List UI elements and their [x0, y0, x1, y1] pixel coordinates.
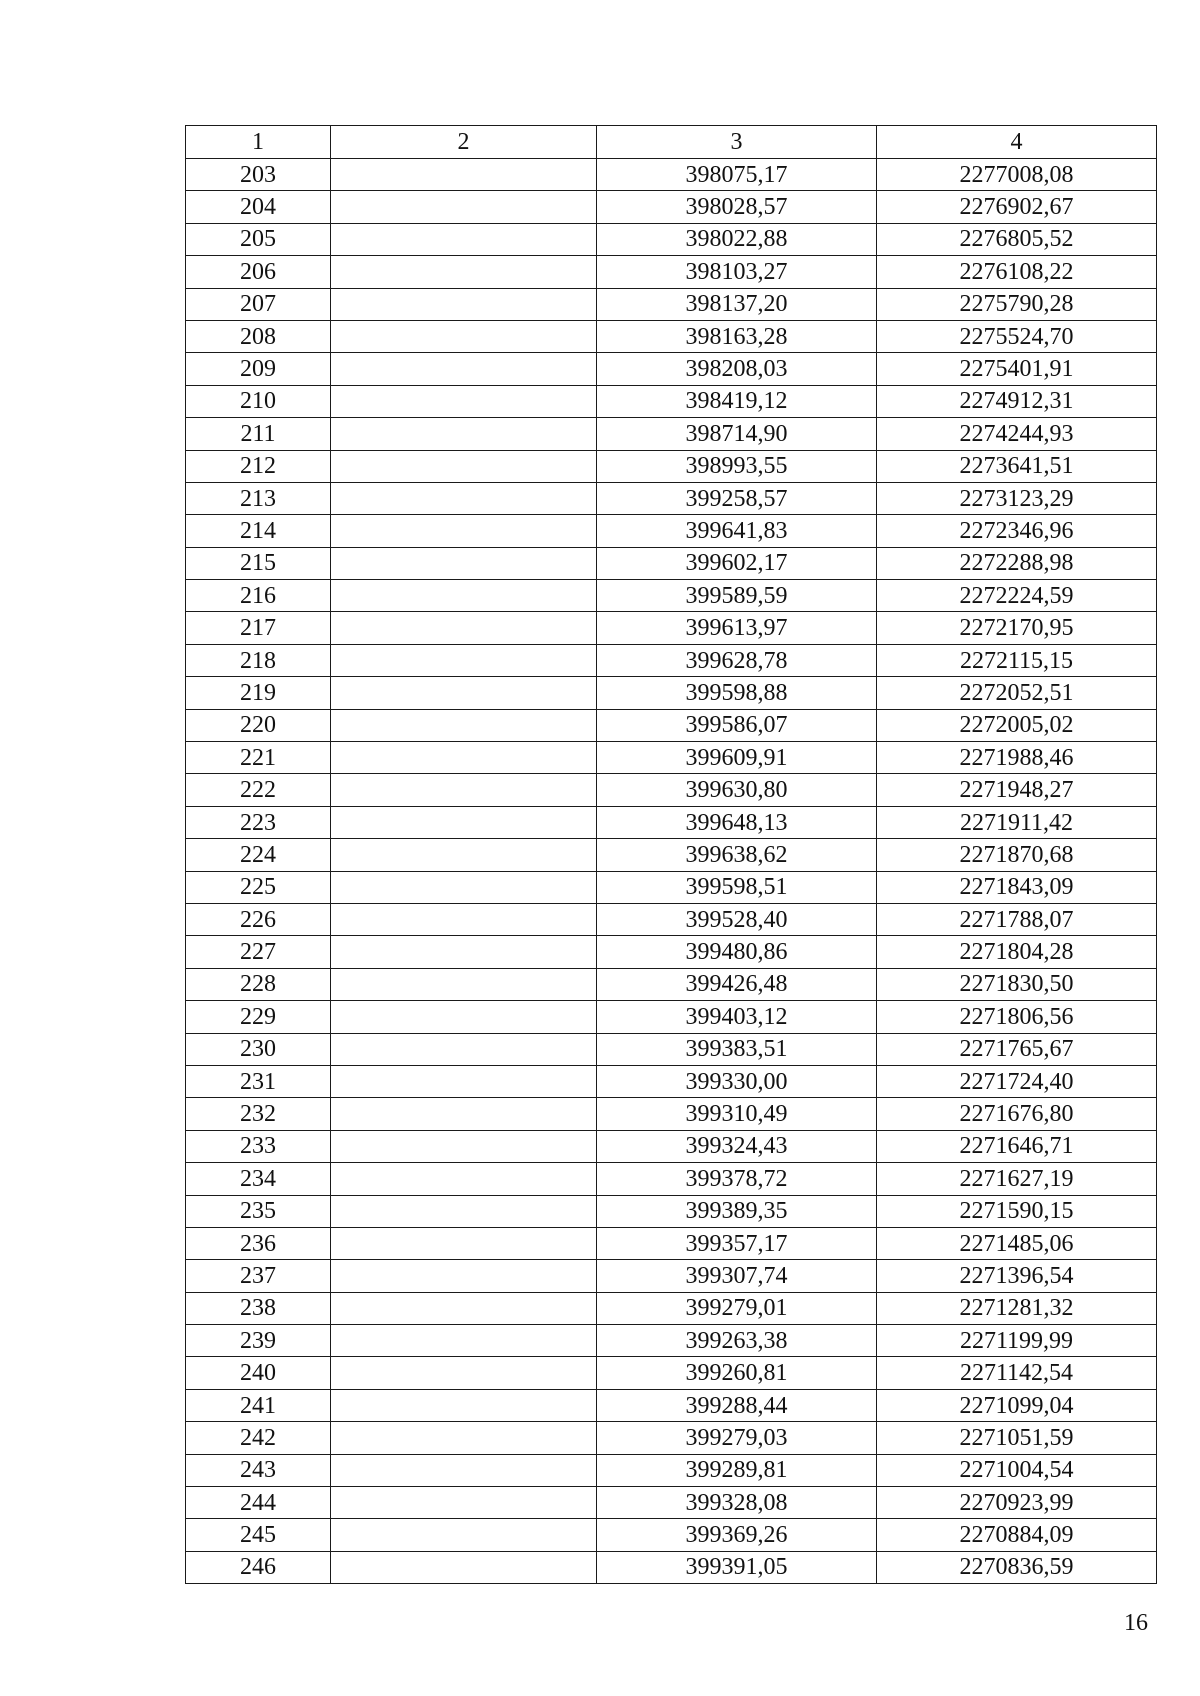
table-row: [186, 320, 1157, 352]
name-cell: [331, 1454, 597, 1486]
table-row: [186, 742, 1157, 774]
point-number-cell: 212: [186, 450, 331, 482]
y-coordinate-cell: 2271099,04: [877, 1389, 1157, 1421]
table-row: [186, 903, 1157, 935]
x-coordinate-cell: 399289,81: [597, 1454, 877, 1486]
table-row: [186, 839, 1157, 871]
x-coordinate-cell: 399328,08: [597, 1487, 877, 1519]
y-coordinate-cell: 2271281,32: [877, 1292, 1157, 1324]
name-cell: [331, 839, 597, 871]
name-cell: [331, 871, 597, 903]
table-row: [186, 1130, 1157, 1162]
y-coordinate-cell: 2271724,40: [877, 1065, 1157, 1097]
x-coordinate-cell: 399369,26: [597, 1519, 877, 1551]
y-coordinate-cell: 2271485,06: [877, 1227, 1157, 1259]
table-row: [186, 450, 1157, 482]
name-cell: [331, 774, 597, 806]
point-number-cell: 227: [186, 936, 331, 968]
point-number-cell: 234: [186, 1163, 331, 1195]
x-coordinate-cell: 399378,72: [597, 1163, 877, 1195]
table-row: [186, 1487, 1157, 1519]
point-number-cell: 229: [186, 1001, 331, 1033]
y-coordinate-cell: 2272115,15: [877, 644, 1157, 676]
y-coordinate-cell: 2271988,46: [877, 742, 1157, 774]
x-coordinate-cell: 399586,07: [597, 709, 877, 741]
y-coordinate-cell: 2271843,09: [877, 871, 1157, 903]
x-coordinate-cell: 399630,80: [597, 774, 877, 806]
point-number-cell: 219: [186, 677, 331, 709]
point-number-cell: 226: [186, 903, 331, 935]
name-cell: [331, 1422, 597, 1454]
table-row: [186, 871, 1157, 903]
point-number-cell: 225: [186, 871, 331, 903]
x-coordinate-cell: 398993,55: [597, 450, 877, 482]
table-row: [186, 515, 1157, 547]
name-cell: [331, 547, 597, 579]
name-cell: [331, 1487, 597, 1519]
x-coordinate-cell: 398028,57: [597, 191, 877, 223]
table-row: [186, 159, 1157, 191]
x-coordinate-cell: 399589,59: [597, 580, 877, 612]
x-coordinate-cell: 399263,38: [597, 1325, 877, 1357]
name-cell: [331, 644, 597, 676]
point-number-cell: 207: [186, 288, 331, 320]
y-coordinate-cell: 2276805,52: [877, 223, 1157, 255]
point-number-cell: 245: [186, 1519, 331, 1551]
x-coordinate-cell: 399628,78: [597, 644, 877, 676]
point-number-cell: 243: [186, 1454, 331, 1486]
table-row: [186, 806, 1157, 838]
table-row: [186, 644, 1157, 676]
x-coordinate-cell: 398163,28: [597, 320, 877, 352]
point-number-cell: 239: [186, 1325, 331, 1357]
x-coordinate-cell: 399598,88: [597, 677, 877, 709]
name-cell: [331, 1260, 597, 1292]
name-cell: [331, 353, 597, 385]
x-coordinate-cell: 399613,97: [597, 612, 877, 644]
point-number-cell: 210: [186, 385, 331, 417]
point-number-cell: 237: [186, 1260, 331, 1292]
point-number-cell: 204: [186, 191, 331, 223]
name-cell: [331, 385, 597, 417]
table-row: [186, 1454, 1157, 1486]
x-coordinate-cell: 399391,05: [597, 1551, 877, 1583]
y-coordinate-cell: 2271142,54: [877, 1357, 1157, 1389]
y-coordinate-cell: 2271911,42: [877, 806, 1157, 838]
point-number-cell: 206: [186, 256, 331, 288]
y-coordinate-cell: 2275524,70: [877, 320, 1157, 352]
y-coordinate-cell: 2271806,56: [877, 1001, 1157, 1033]
name-cell: [331, 742, 597, 774]
point-number-cell: 218: [186, 644, 331, 676]
y-coordinate-cell: 2271646,71: [877, 1130, 1157, 1162]
name-cell: [331, 191, 597, 223]
x-coordinate-cell: 399426,48: [597, 968, 877, 1000]
table-row: [186, 1325, 1157, 1357]
x-coordinate-cell: 398208,03: [597, 353, 877, 385]
table-header: [186, 126, 1157, 159]
y-coordinate-cell: 2271804,28: [877, 936, 1157, 968]
y-coordinate-cell: 2271830,50: [877, 968, 1157, 1000]
y-coordinate-cell: 2271004,54: [877, 1454, 1157, 1486]
y-coordinate-cell: 2271396,54: [877, 1260, 1157, 1292]
name-cell: [331, 1389, 597, 1421]
y-coordinate-cell: 2271788,07: [877, 903, 1157, 935]
name-cell: [331, 1130, 597, 1162]
point-number-cell: 240: [186, 1357, 331, 1389]
name-cell: [331, 159, 597, 191]
x-coordinate-cell: 399528,40: [597, 903, 877, 935]
table-row: [186, 1260, 1157, 1292]
y-coordinate-cell: 2270836,59: [877, 1551, 1157, 1583]
x-coordinate-cell: 399324,43: [597, 1130, 877, 1162]
name-cell: [331, 1519, 597, 1551]
x-coordinate-cell: 399330,00: [597, 1065, 877, 1097]
point-number-cell: 203: [186, 159, 331, 191]
x-coordinate-cell: 398075,17: [597, 159, 877, 191]
table-row: [186, 547, 1157, 579]
point-number-cell: 231: [186, 1065, 331, 1097]
table-row: [186, 1389, 1157, 1421]
point-number-cell: 233: [186, 1130, 331, 1162]
table-row: [186, 1292, 1157, 1324]
x-coordinate-cell: 399602,17: [597, 547, 877, 579]
point-number-cell: 220: [186, 709, 331, 741]
y-coordinate-cell: 2271590,15: [877, 1195, 1157, 1227]
table-row: [186, 612, 1157, 644]
table-row: [186, 1001, 1157, 1033]
table-row: [186, 1098, 1157, 1130]
point-number-cell: 236: [186, 1227, 331, 1259]
point-number-cell: 216: [186, 580, 331, 612]
name-cell: [331, 1325, 597, 1357]
y-coordinate-cell: 2271870,68: [877, 839, 1157, 871]
y-coordinate-cell: 2272052,51: [877, 677, 1157, 709]
name-cell: [331, 612, 597, 644]
x-coordinate-cell: 399357,17: [597, 1227, 877, 1259]
table-row: [186, 191, 1157, 223]
column-header-4: 4: [877, 126, 1157, 159]
x-coordinate-cell: 399389,35: [597, 1195, 877, 1227]
header-row: [186, 126, 1157, 159]
name-cell: [331, 1098, 597, 1130]
y-coordinate-cell: 2271199,99: [877, 1325, 1157, 1357]
y-coordinate-cell: 2273123,29: [877, 482, 1157, 514]
point-number-cell: 217: [186, 612, 331, 644]
name-cell: [331, 677, 597, 709]
y-coordinate-cell: 2270923,99: [877, 1487, 1157, 1519]
table-row: [186, 968, 1157, 1000]
table-row: [186, 936, 1157, 968]
table-row: [186, 1357, 1157, 1389]
y-coordinate-cell: 2276108,22: [877, 256, 1157, 288]
x-coordinate-cell: 399307,74: [597, 1260, 877, 1292]
point-number-cell: 230: [186, 1033, 331, 1065]
name-cell: [331, 1065, 597, 1097]
point-number-cell: 242: [186, 1422, 331, 1454]
name-cell: [331, 320, 597, 352]
y-coordinate-cell: 2271627,19: [877, 1163, 1157, 1195]
point-number-cell: 214: [186, 515, 331, 547]
name-cell: [331, 1357, 597, 1389]
x-coordinate-cell: 398103,27: [597, 256, 877, 288]
point-number-cell: 244: [186, 1487, 331, 1519]
table-row: [186, 774, 1157, 806]
point-number-cell: 213: [186, 482, 331, 514]
x-coordinate-cell: 399279,01: [597, 1292, 877, 1324]
y-coordinate-cell: 2274912,31: [877, 385, 1157, 417]
y-coordinate-cell: 2271676,80: [877, 1098, 1157, 1130]
name-cell: [331, 580, 597, 612]
x-coordinate-cell: 399641,83: [597, 515, 877, 547]
point-number-cell: 215: [186, 547, 331, 579]
name-cell: [331, 936, 597, 968]
x-coordinate-cell: 399383,51: [597, 1033, 877, 1065]
name-cell: [331, 482, 597, 514]
point-number-cell: 246: [186, 1551, 331, 1583]
point-number-cell: 211: [186, 418, 331, 450]
point-number-cell: 238: [186, 1292, 331, 1324]
y-coordinate-cell: 2272224,59: [877, 580, 1157, 612]
point-number-cell: 224: [186, 839, 331, 871]
point-number-cell: 221: [186, 742, 331, 774]
x-coordinate-cell: 398419,12: [597, 385, 877, 417]
x-coordinate-cell: 399598,51: [597, 871, 877, 903]
x-coordinate-cell: 398137,20: [597, 288, 877, 320]
x-coordinate-cell: 399310,49: [597, 1098, 877, 1130]
point-number-cell: 228: [186, 968, 331, 1000]
name-cell: [331, 1227, 597, 1259]
y-coordinate-cell: 2272288,98: [877, 547, 1157, 579]
point-number-cell: 235: [186, 1195, 331, 1227]
table-row: [186, 482, 1157, 514]
x-coordinate-cell: 399480,86: [597, 936, 877, 968]
x-coordinate-cell: 399609,91: [597, 742, 877, 774]
name-cell: [331, 709, 597, 741]
x-coordinate-cell: 399403,12: [597, 1001, 877, 1033]
point-number-cell: 209: [186, 353, 331, 385]
y-coordinate-cell: 2272346,96: [877, 515, 1157, 547]
x-coordinate-cell: 399279,03: [597, 1422, 877, 1454]
x-coordinate-cell: 398714,90: [597, 418, 877, 450]
table-body: [186, 159, 1157, 1584]
table-row: [186, 709, 1157, 741]
name-cell: [331, 1195, 597, 1227]
table-row: [186, 677, 1157, 709]
name-cell: [331, 968, 597, 1000]
name-cell: [331, 515, 597, 547]
y-coordinate-cell: 2276902,67: [877, 191, 1157, 223]
x-coordinate-cell: 398022,88: [597, 223, 877, 255]
name-cell: [331, 256, 597, 288]
column-header-1: 1: [186, 126, 331, 159]
y-coordinate-cell: 2271051,59: [877, 1422, 1157, 1454]
y-coordinate-cell: 2272005,02: [877, 709, 1157, 741]
name-cell: [331, 450, 597, 482]
table-row: [186, 580, 1157, 612]
y-coordinate-cell: 2271765,67: [877, 1033, 1157, 1065]
point-number-cell: 241: [186, 1389, 331, 1421]
point-number-cell: 232: [186, 1098, 331, 1130]
table-row: [186, 1065, 1157, 1097]
column-header-2: 2: [331, 126, 597, 159]
table-row: [186, 256, 1157, 288]
point-number-cell: 208: [186, 320, 331, 352]
y-coordinate-cell: 2275790,28: [877, 288, 1157, 320]
point-number-cell: 205: [186, 223, 331, 255]
point-number-cell: 222: [186, 774, 331, 806]
table-row: [186, 1163, 1157, 1195]
page-number: 16: [1124, 1610, 1148, 1636]
name-cell: [331, 903, 597, 935]
table-row: [186, 1422, 1157, 1454]
table-row: [186, 288, 1157, 320]
y-coordinate-cell: 2272170,95: [877, 612, 1157, 644]
y-coordinate-cell: 2274244,93: [877, 418, 1157, 450]
name-cell: [331, 1033, 597, 1065]
name-cell: [331, 418, 597, 450]
y-coordinate-cell: 2270884,09: [877, 1519, 1157, 1551]
x-coordinate-cell: 399258,57: [597, 482, 877, 514]
table-row: [186, 385, 1157, 417]
y-coordinate-cell: 2277008,08: [877, 159, 1157, 191]
coordinates-table: [185, 125, 1157, 1584]
table-row: [186, 353, 1157, 385]
name-cell: [331, 1001, 597, 1033]
x-coordinate-cell: 399260,81: [597, 1357, 877, 1389]
table-row: [186, 1227, 1157, 1259]
point-number-cell: 223: [186, 806, 331, 838]
table-row: [186, 418, 1157, 450]
table-row: [186, 1195, 1157, 1227]
table-row: [186, 1033, 1157, 1065]
table-row: [186, 1519, 1157, 1551]
column-header-3: 3: [597, 126, 877, 159]
name-cell: [331, 223, 597, 255]
y-coordinate-cell: 2275401,91: [877, 353, 1157, 385]
y-coordinate-cell: 2271948,27: [877, 774, 1157, 806]
name-cell: [331, 288, 597, 320]
table-row: [186, 1551, 1157, 1583]
x-coordinate-cell: 399288,44: [597, 1389, 877, 1421]
y-coordinate-cell: 2273641,51: [877, 450, 1157, 482]
x-coordinate-cell: 399638,62: [597, 839, 877, 871]
name-cell: [331, 1163, 597, 1195]
name-cell: [331, 1551, 597, 1583]
table-row: [186, 223, 1157, 255]
x-coordinate-cell: 399648,13: [597, 806, 877, 838]
name-cell: [331, 1292, 597, 1324]
name-cell: [331, 806, 597, 838]
